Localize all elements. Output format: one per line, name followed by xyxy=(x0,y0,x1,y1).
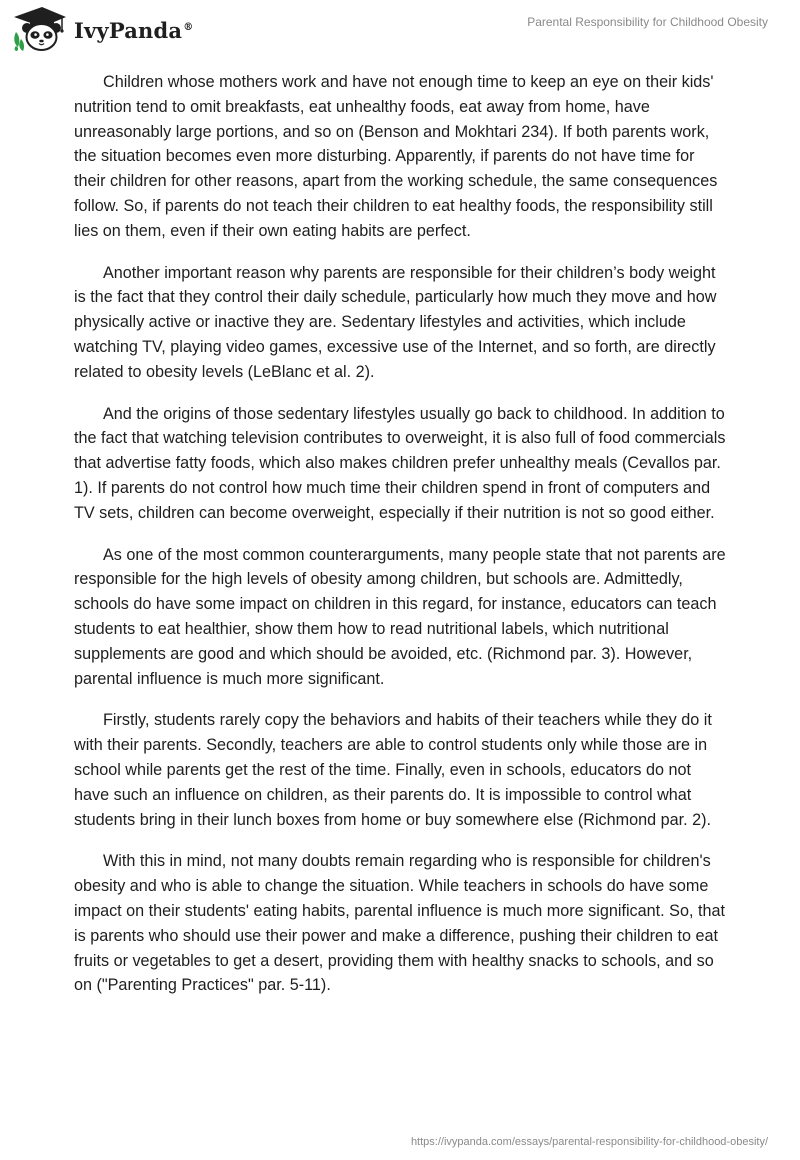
source-url[interactable]: https://ivypanda.com/essays/parental-responsibility-for-childhood-obesity/ xyxy=(410,1136,768,1148)
paragraph: Another important reason why parents are responsible for their children’s body weight is the fact that they control their daily schedule, particularly how much they move and how physically active or inactive they are. Sedentary lifestyles and activities, which include watching TV, playing video games, excessive use of the Internet, and so forth, are directly related to obesity levels (LeBlanc et al. 2). xyxy=(74,263,717,381)
paragraph: Firstly, students rarely copy the behaviors and habits of their teachers while they do it with their parents. Secondly, teachers are able to control students only while those are in school while parents get the rest of the time. Finally, even in schools, educators do not have such an influence on children, as their parents do. It is impossible to control what students bring in their lunch boxes from home or buy somewhere else (Richmond par. 2). xyxy=(74,711,712,829)
essay-body xyxy=(74,70,726,1015)
document-title: Parental Responsibility for Childhood Obesity xyxy=(527,15,768,29)
paragraph: With this in mind, not many doubts remain regarding who is responsible for children's obesity and who is able to change the situation. While teachers in schools do have some impact on their students' eating habits, parental influence is much more significant. So, that is parents who should use their power and make a difference, pushing their children to eat fruits or vegetables to get a desert, providing them with healthy snacks to schools, and so on ("Parenting Practices" par. 5-11). xyxy=(74,852,725,995)
page-header xyxy=(0,0,800,62)
panda-graduation-cap-icon xyxy=(12,6,68,52)
brand-name: IvyPanda® xyxy=(74,17,194,43)
paragraph: Children whose mothers work and have not enough time to keep an eye on their kids' nutrition tend to omit breakfasts, eat unhealthy foods, eat away from home, have unreasonably large portions, and so on (Benson and Mokhtari 234). If both parents work, the situation becomes even more disturbing. Apparently, if parents do not have time for their children for other reasons, apart from the working schedule, the same consequences follow. So, if parents do not teach their children to eat healthy foods, the responsibility still lies on them, even if their own eating habits are perfect. xyxy=(74,73,718,240)
paragraph: And the origins of those sedentary lifestyles usually go back to childhood. In addition to the fact that watching television contributes to overweight, it is also full of food commercials that advertise fatty foods, which also makes children prefer unhealthy meals (Cevallos par. 1). If parents do not control how much time their children spend in front of computers and TV sets, children can become overweight, especially if their nutrition is not so good either. xyxy=(74,404,726,522)
paragraph: As one of the most common counterarguments, many people state that not parents are responsible for the high levels of obesity among children, but schools are. Admittedly, schools do have some impact on children in this regard, for instance, educators can teach students to eat healthier, show them how to read nutritional labels, which nutritional supplements are good and which should be avoided, etc. (Richmond par. 3). However, parental influence is much more significant. xyxy=(74,545,726,688)
ivypanda-logo[interactable] xyxy=(12,6,193,52)
